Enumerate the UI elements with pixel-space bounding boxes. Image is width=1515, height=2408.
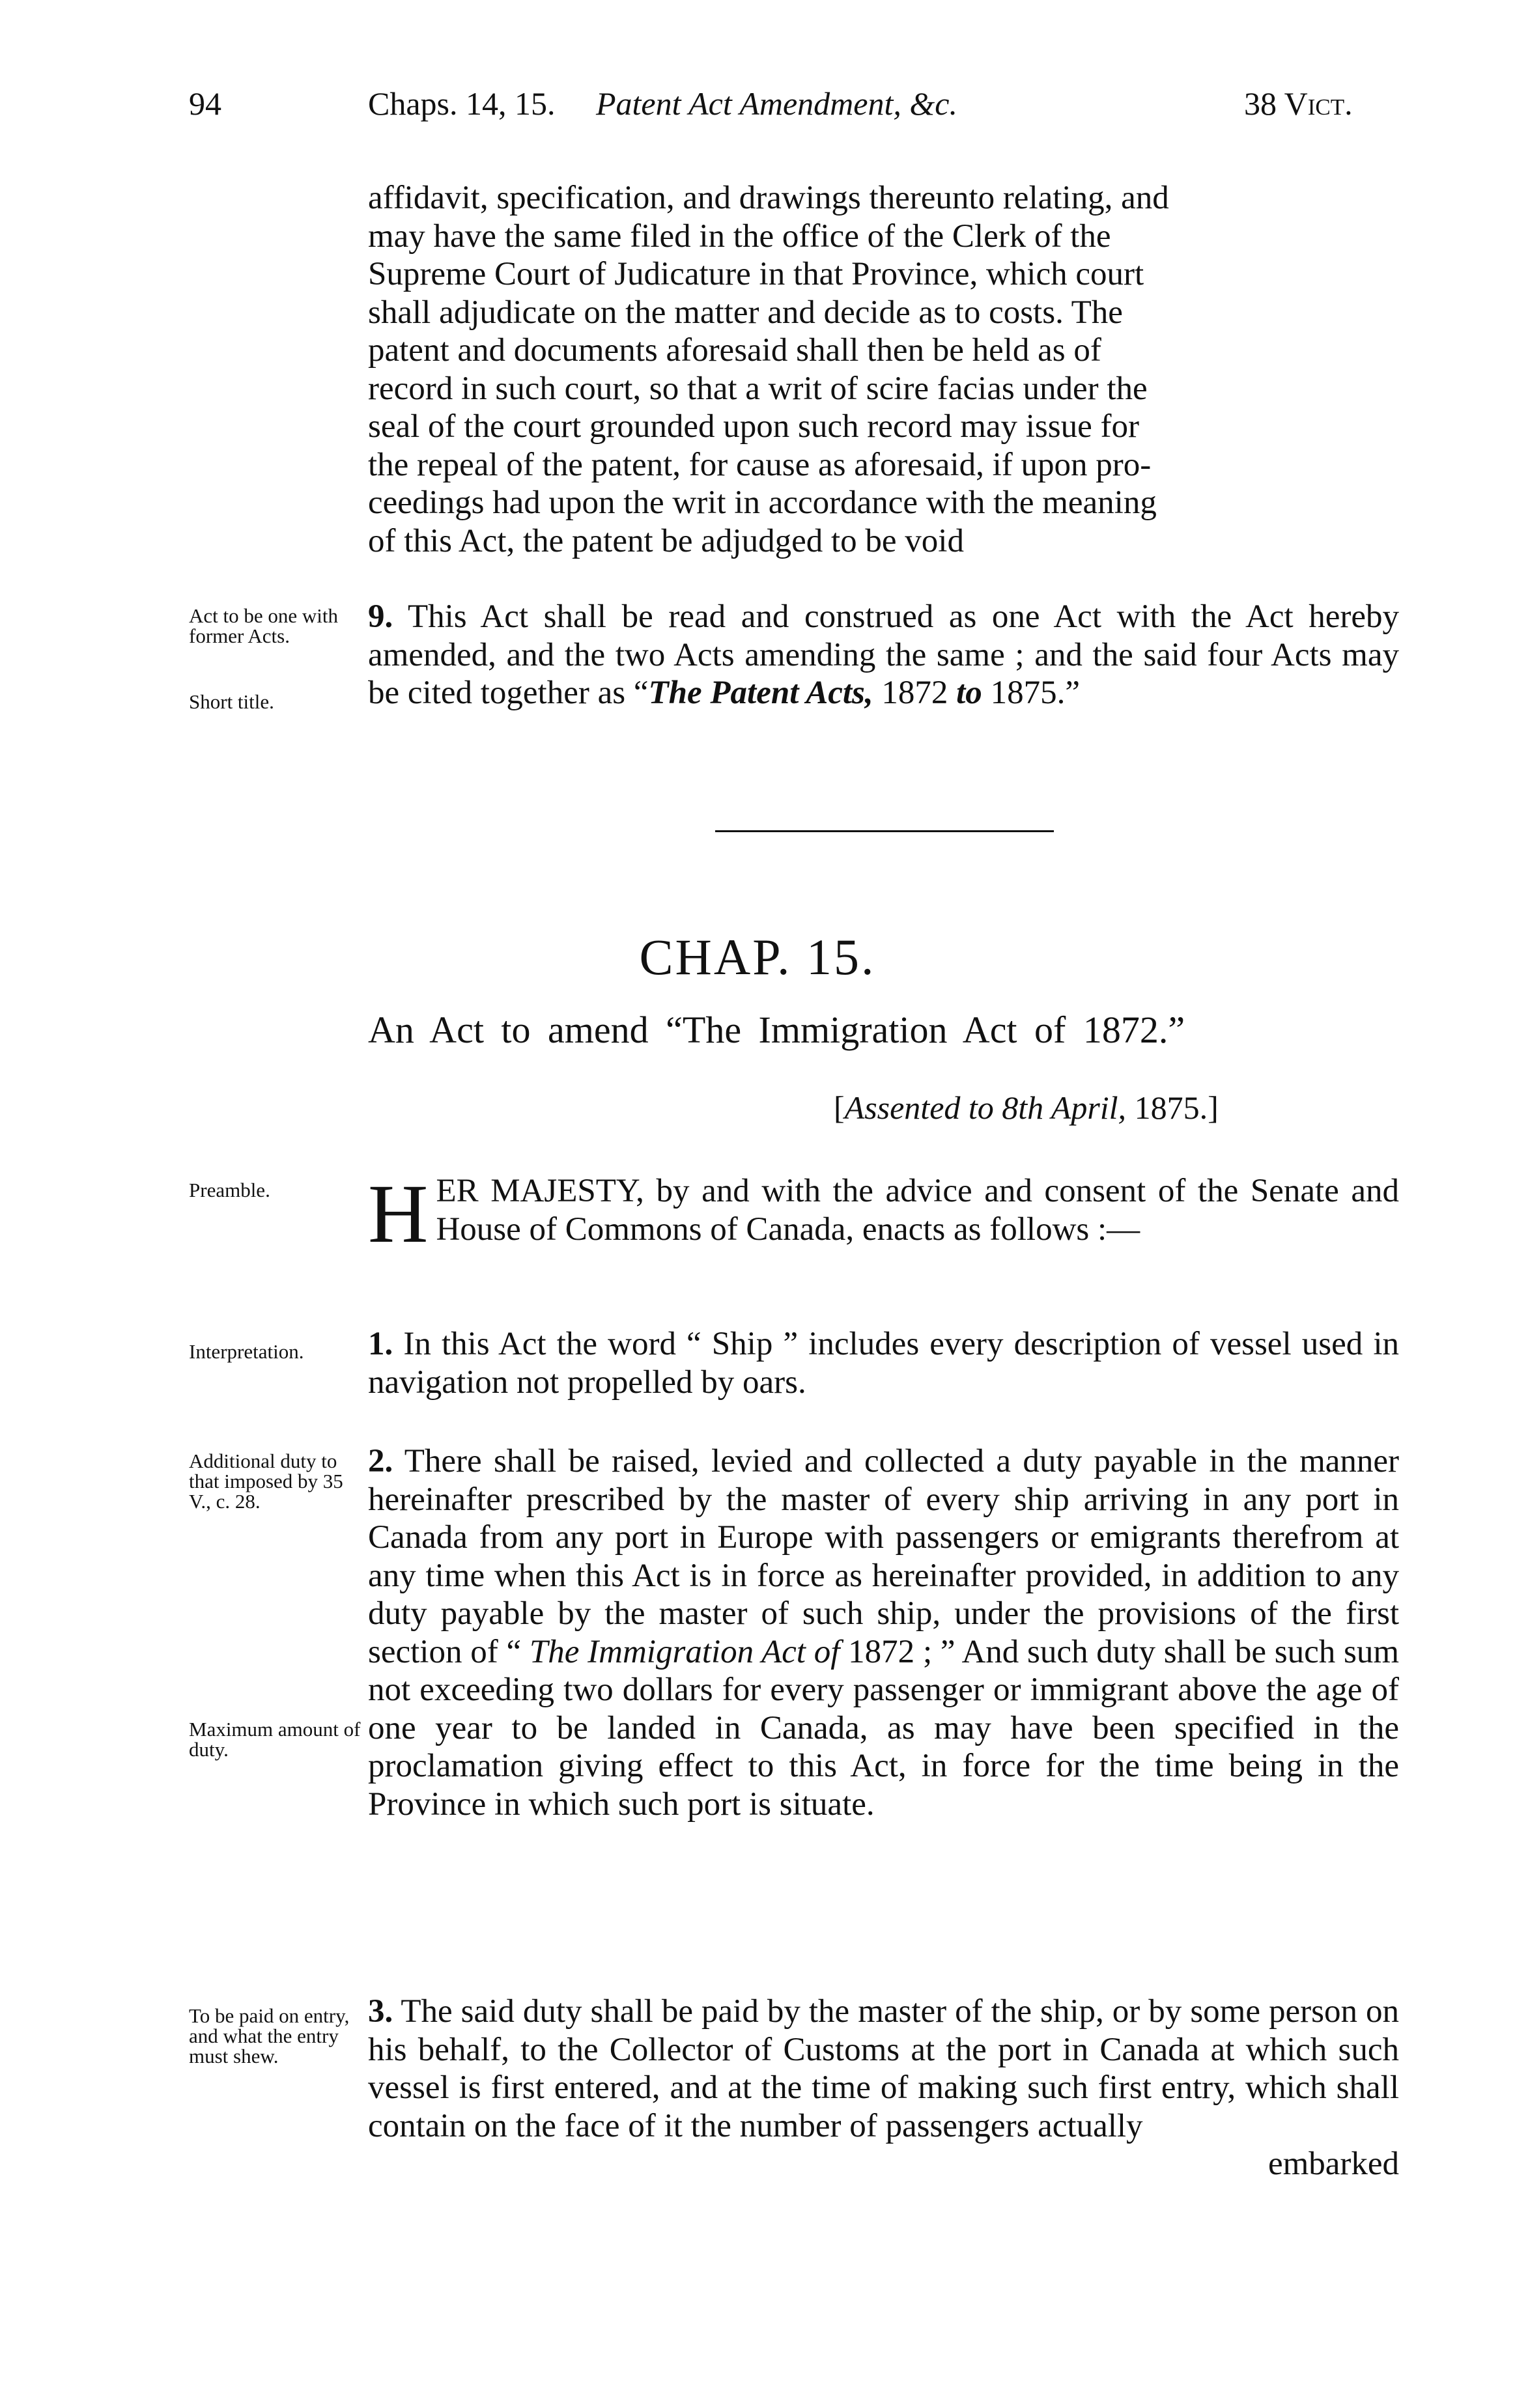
section-number: 9. (368, 598, 393, 635)
section-divider (715, 830, 1054, 832)
regnal-year: 38 Vict. (1244, 85, 1353, 122)
immigration-act-title: The Immigration Act of (529, 1633, 840, 1670)
catchword: embarked (1267, 2146, 1399, 2182)
section-text-cont: 1872 ; ” And such duty shall be such sum not exceeding two dollars for every passenger or immigrant above the age of one year to be landed in Canada, as may have been specified in the proclamation giving effect to this Act, in force for the time being in the Province in which such port is situate. (368, 1633, 1400, 1823)
act-title: An Act to amend “The Immigration Act of 1872.” (368, 1009, 1185, 1051)
continuation-line: shall adjudicate on the matter and decide as to costs. The (368, 294, 1123, 331)
continuation-paragraph (368, 179, 1399, 560)
citation-title: The Patent Acts, (648, 675, 873, 711)
preamble (368, 1168, 1399, 1260)
margin-note-additional-duty: Additional duty to that imposed by 35 V., c. 28. (189, 1449, 343, 1513)
preamble-text: ER MAJESTY, by and with the advice and consent of the Senate and House of Commons of Canada, enacts as follows :— (436, 1173, 1399, 1248)
section-3 (368, 1993, 1399, 2183)
continuation-line: ceedings had upon the writ in accordance with the meaning (368, 484, 1157, 521)
citation-to: to (956, 675, 982, 711)
margin-note-preamble: Preamble. (189, 1179, 270, 1201)
section-text: The said duty shall be paid by the master of the ship, or by some person on his behalf, to the Collector of Customs at the port in Canada at which such vessel is first entered, and at the time of making such first entry, which shall contain on the face of it the number of passengers actually (368, 1993, 1399, 2144)
continuation-line: may have the same filed in the office of the Clerk of the (368, 217, 1111, 255)
margin-note-paid-on-entry: To be paid on entry, and what the entry must shew. (189, 2004, 350, 2067)
section-number: 2. (368, 1443, 393, 1479)
citation-years: 1872 (873, 675, 957, 711)
chapter-title: CHAP. 15. (639, 929, 876, 985)
section-1 (368, 1325, 1399, 1401)
continuation-line: the repeal of the patent, for cause as aforesaid, if upon pro- (368, 446, 1152, 483)
section-text: In this Act the word “ Ship ” includes every description of vessel used in navigation not propelled by oars. (368, 1326, 1399, 1401)
drop-cap: H (368, 1168, 429, 1260)
continuation-line: patent and documents aforesaid shall then be held as of (368, 332, 1101, 369)
section-text: This Act shall be read and construed as one Act with the Act hereby amended, and the two Acts amending the same ; and the said four Acts may be cited together as “ (368, 598, 1399, 711)
section-number: 3. (368, 1993, 393, 2030)
continuation-line: record in such court, so that a writ of scire facias under the (368, 370, 1148, 407)
section-number: 1. (368, 1326, 393, 1362)
page-number: 94 (189, 85, 221, 122)
chapters-label: Chaps. 14, 15. (368, 85, 556, 122)
continuation-line: affidavit, specification, and drawings thereunto relating, and (368, 180, 1169, 216)
margin-note-maximum-duty: Maximum amount of duty. (189, 1718, 361, 1761)
running-header (368, 85, 957, 122)
margin-note-interpretation: Interpretation. (189, 1340, 304, 1363)
section-9 (368, 598, 1399, 712)
continuation-line: of this Act, the patent be adjudged to be void (368, 522, 964, 559)
section-2 (368, 1442, 1399, 1823)
assent-date: [Assented to 8th April, 1875.] (834, 1089, 1219, 1126)
margin-note-short-title: Short title. (189, 690, 274, 713)
running-title: Patent Act Amendment, &c. (596, 85, 957, 122)
continuation-line: Supreme Court of Judicature in that Province, which court (368, 256, 1144, 292)
margin-note-former-acts: Act to be one with former Acts. (189, 604, 339, 647)
section-text: There shall be raised, levied and collected a duty payable in the manner hereinafter prescribed by the master of every ship arriving in any port in Canada from any port in Europe with passengers or emigrants therefrom at any time when this Act is in force as hereinafter provided, in addition to any duty payable by the master of such ship, under the provisions of the first section of “ (368, 1443, 1399, 1670)
citation-years-end: 1875.” (982, 675, 1080, 711)
continuation-line: seal of the court grounded upon such record may issue for (368, 408, 1139, 445)
